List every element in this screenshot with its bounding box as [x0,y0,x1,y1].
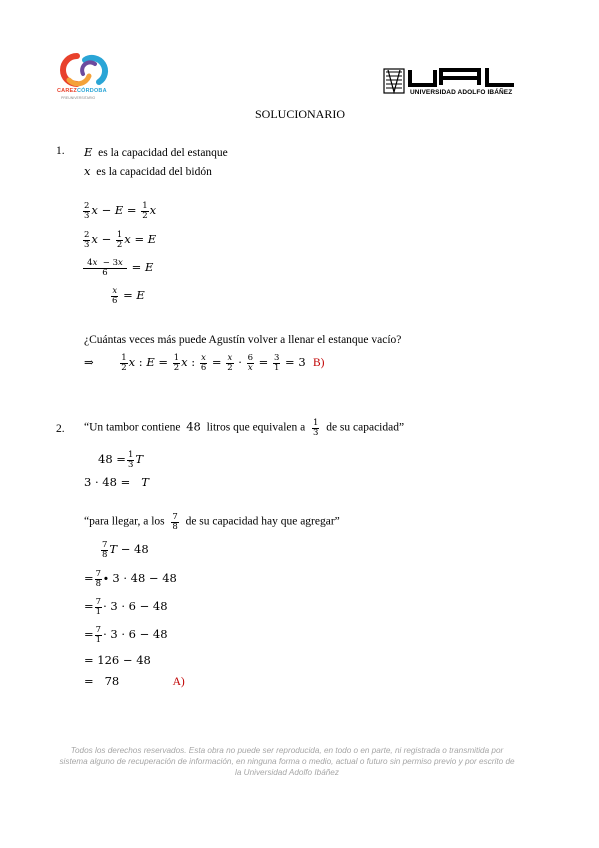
problem1-question: ¿Cuántas veces más puede Agustín volver a llenar el estanque vacío? [84,334,402,346]
eq-equals: = [84,674,94,688]
problem2-answer: A) [172,676,185,688]
problem1-number: 1. [56,145,65,157]
eq1-answer-line: ⇒ $\frac{1}{2}$ x : E = $\frac{1}{2}$ x : $\frac{x}{6}$ = $\frac{x}{2}$ · $\frac{6}{x}$ = $\frac{3}{1}$ = 3 B) [84,353,325,373]
eq-3x48: 3 · 48 = [84,475,131,489]
uai-logo [383,68,516,100]
eq1-line1: $\frac{2}{3}$ x − E = $\frac{1}{2}$ x [84,201,157,221]
eq2-line3: $\frac{7}{8}$ T − 48 [102,540,149,560]
var-x: x [84,164,91,178]
eq2-line7: = 126 − 48 [84,653,151,667]
quote2-b: de su capacidad hay que agregar” [185,515,340,528]
eq2-line4: = $\frac{7}{8}$ ∙ 3 · 48 − 48 [84,569,177,589]
eq-T: T [141,475,149,489]
statement-b: litros que equivalen a [206,421,306,434]
copyright-footer: Todos los derechos reservados. Esta obra no puede ser reproducida, en todo o en parte, ni registrada o transmitida por sistema alguno de recuperación de información, en ninguna forma o medio, actual o futuro sin permiso previo y por escrito de la Universidad Adolfo Ibáñez [59,746,515,777]
eq2-line1: 48 = $\frac{1}{3}$ T [98,450,144,470]
implies-arrow: ⇒ [84,355,94,369]
eq-48: 48 = [98,452,126,466]
problem2-quote2: “para llegar, a los $\frac{7}{8}$ de su capacidad hay que agregar” [84,512,340,532]
page-title: SOLUCIONARIO [255,107,345,121]
eq1-line2: $\frac{2}{3}$ x − $\frac{1}{2}$ x = E [84,230,157,250]
problem2-number: 2. [56,423,65,435]
carez-logo [55,50,117,102]
eq2-line5: = $\frac{7}{1}$ · 3 · 6 − 48 [84,597,168,617]
def1-text: es la capacidad del estanque [98,147,228,159]
carez-logo-icon [55,50,117,102]
uai-caption: UNIVERSIDAD ADOLFO IBÁÑEZ [410,89,513,96]
eq2-line8 [84,674,185,688]
problem1-def2 [84,164,212,178]
statement-num: 48 [186,419,201,434]
problem2-result: 78 [104,674,120,688]
eq2-line6: = $\frac{7}{1}$ · 3 · 6 − 48 [84,625,168,645]
problem1-def1 [84,145,228,159]
statement-a: “Un tambor contiene [84,421,181,434]
logo-tagline: PREUNIVERSITARIO [61,96,96,100]
problem1-answer: B) [312,357,325,369]
var-E: E [84,145,93,159]
quote2-a: “para llegar, a los [84,515,165,528]
def2-text: es la capacidad del bidón [96,166,212,178]
logo-text-carez: CAREZ [57,88,77,94]
eq2-line2 [84,475,149,489]
eq1-line4: $\frac{x}{6}$ = E [112,286,145,306]
statement-c: de su capacidad” [326,421,405,434]
eq1-line3: $\frac{4x - 3x}{6}$ = E [82,259,153,277]
logo-text-cordoba: CÓRDOBA [76,88,107,94]
problem2-statement: “Un tambor contiene 48 litros que equivalen a $\frac{1}{3}$ de su capacidad” [84,418,405,438]
